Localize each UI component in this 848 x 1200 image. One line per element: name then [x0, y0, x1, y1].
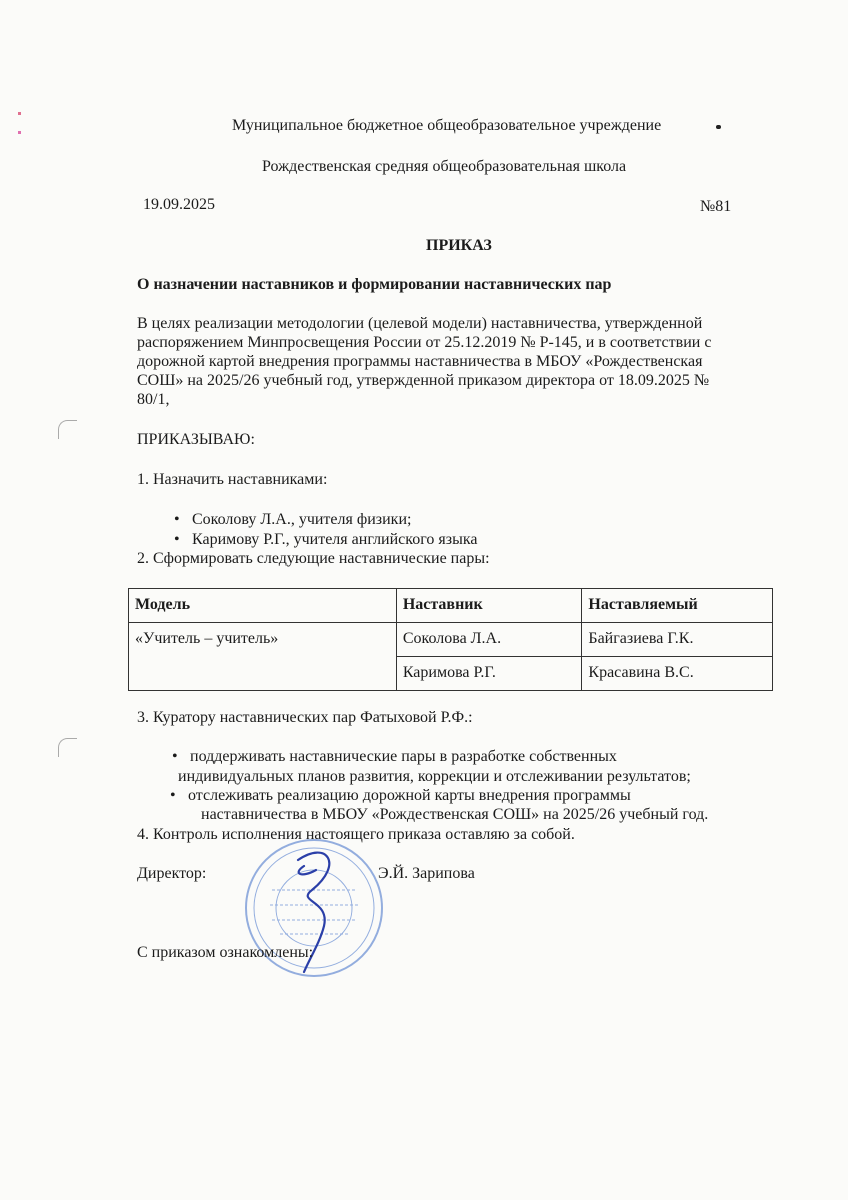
- acknowledged-line: С приказом ознакомлены:: [137, 944, 314, 961]
- preamble-line: распоряжением Минпросвещения России от 25.12.2019 № Р-145, и в соответствии с: [137, 334, 712, 351]
- item-3: 3. Куратору наставнических пар Фатыховой Р.Ф.:: [137, 709, 473, 726]
- scan-dot: [18, 131, 21, 134]
- order-word: ПРИКАЗЫВАЮ:: [137, 431, 255, 448]
- header-mentor: Наставник: [396, 589, 582, 623]
- mentor-list-item: [174, 510, 412, 529]
- preamble-line: СОШ» на 2025/26 учебный год, утвержденной приказом директора от 18.09.2025 №: [137, 372, 710, 389]
- mentee-cell: Байгазиева Г.К.: [582, 623, 773, 657]
- curator-task: [170, 786, 631, 805]
- preamble-line: В целях реализации методологии (целевой модели) наставничества, утвержденной: [137, 315, 703, 332]
- task-line: наставничества в МБОУ «Рождественская СОШ» на 2025/26 учебный год.: [201, 806, 709, 823]
- item-4: 4. Контроль исполнения настоящего приказа оставляю за собой.: [137, 826, 575, 843]
- item-2: 2. Сформировать следующие наставнические пары:: [137, 550, 490, 567]
- task-line: поддерживать наставнические пары в разработке собственных: [190, 748, 617, 765]
- bullet-icon: •: [172, 748, 178, 765]
- task-line: отслеживать реализацию дорожной карты внедрения программы: [188, 787, 631, 804]
- preamble-line: 80/1,: [137, 391, 170, 408]
- mentorship-pairs-table: [128, 588, 773, 691]
- scan-dot: [18, 112, 21, 115]
- preamble-line: дорожной картой внедрения программы наставничества в МБОУ «Рождественская: [137, 353, 703, 370]
- mentor-cell: Соколова Л.А.: [396, 623, 582, 657]
- school-name: Рождественская средняя общеобразовательная школа: [262, 158, 627, 175]
- table-row: [129, 623, 773, 657]
- bullet-icon: •: [170, 787, 176, 804]
- order-subject: О назначении наставников и формировании наставнических пар: [137, 276, 612, 293]
- signature-role: Директор:: [137, 865, 207, 882]
- bullet-icon: •: [174, 531, 180, 548]
- table-header-row: [129, 589, 773, 623]
- scan-dot: [716, 125, 721, 129]
- model-cell: «Учитель – учитель»: [129, 623, 397, 691]
- bullet-icon: •: [174, 511, 180, 528]
- mentor-list-item: [174, 530, 478, 549]
- mentee-cell: Красавина В.С.: [582, 657, 773, 691]
- institution-type: Муниципальное бюджетное общеобразовательное учреждение: [232, 117, 662, 134]
- header-model: Модель: [129, 589, 397, 623]
- signature-name: Э.Й. Зарипова: [378, 865, 475, 882]
- order-number: №81: [700, 198, 732, 215]
- task-line: индивидуальных планов развития, коррекции и отслеживании результатов;: [178, 768, 691, 785]
- mentor-text: Каримову Р.Г., учителя английского языка: [192, 531, 478, 548]
- scan-hole: [58, 738, 77, 757]
- header-mentee: Наставляемый: [582, 589, 773, 623]
- order-date: 19.09.2025: [143, 196, 215, 213]
- curator-task: [172, 747, 617, 766]
- mentor-cell: Каримова Р.Г.: [396, 657, 582, 691]
- document-title: ПРИКАЗ: [426, 237, 492, 254]
- mentor-text: Соколову Л.А., учителя физики;: [192, 511, 412, 528]
- scan-hole: [58, 420, 77, 439]
- item-1: 1. Назначить наставниками:: [137, 471, 328, 488]
